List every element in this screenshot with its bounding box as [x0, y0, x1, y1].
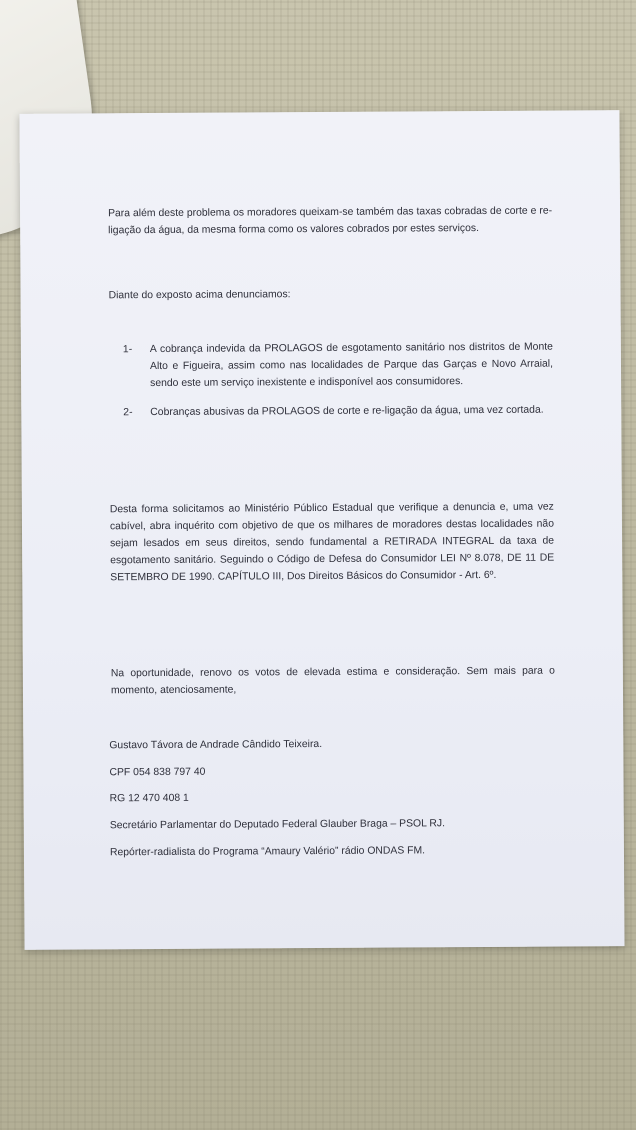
document-page: [19, 110, 624, 950]
signature-rg: RG 12 470 408 1: [109, 792, 189, 805]
list-item-text: A cobrança indevida da PROLAGOS de esgotamento sanitário nos distritos de Monte Alto e Figueira, assim como nas localidades de Parque das Garças e Novo Arraial, sendo este um serviço inexistente e indisponível aos consumidores.: [149, 341, 554, 390]
signature-name: Gustavo Távora de Andrade Cândido Teixeira.: [109, 739, 323, 752]
list-item: [123, 402, 553, 422]
denuncia-list: [123, 339, 554, 434]
signature-cpf: CPF 054 838 797 40: [109, 766, 206, 779]
list-item-text: Cobranças abusivas da PROLAGOS de corte e re-ligação da água, uma vez cortada.: [150, 404, 544, 419]
paragraph-request: Desta forma solicitamos ao Ministério Público Estadual que verifique a denuncia e, uma vez cabível, abra inquérito com objetivo de que os milhares de moradores destas localidades não sejam lesados em seus direitos, sendo fundamental a RETIRADA INTEGRAL da taxa de esgotamento sanitário. Seguindo o Código de Defesa do Consumidor LEI Nº 8.078, DE 11 DE SETEMBRO DE 1990. CAPÍTULO III, Dos Direitos Básicos do Consumidor - Art. 6º.: [109, 501, 555, 584]
paragraph-closing: Na oportunidade, renovo os votos de elevada estima e consideração. Sem mais para o momento, atenciosamente,: [110, 665, 555, 697]
list-item-number: 1-: [122, 344, 133, 356]
signature-role-reporter: Repórter-radialista do Programa “Amaury Valério” rádio ONDAS FM.: [109, 845, 426, 859]
paragraph-intro-denuncia: Diante do exposto acima denunciamos:: [108, 289, 291, 302]
list-item: [123, 339, 553, 393]
paragraph-complaints: Para além deste problema os moradores queixam-se também das taxas cobradas de corte e re-ligação da água, da mesma forma como os valores cobrados por estes serviços.: [108, 205, 553, 237]
signature-role-secretary: Secretário Parlamentar do Deputado Federal Glauber Braga – PSOL RJ.: [109, 818, 446, 832]
list-item-number: 2-: [123, 407, 133, 419]
